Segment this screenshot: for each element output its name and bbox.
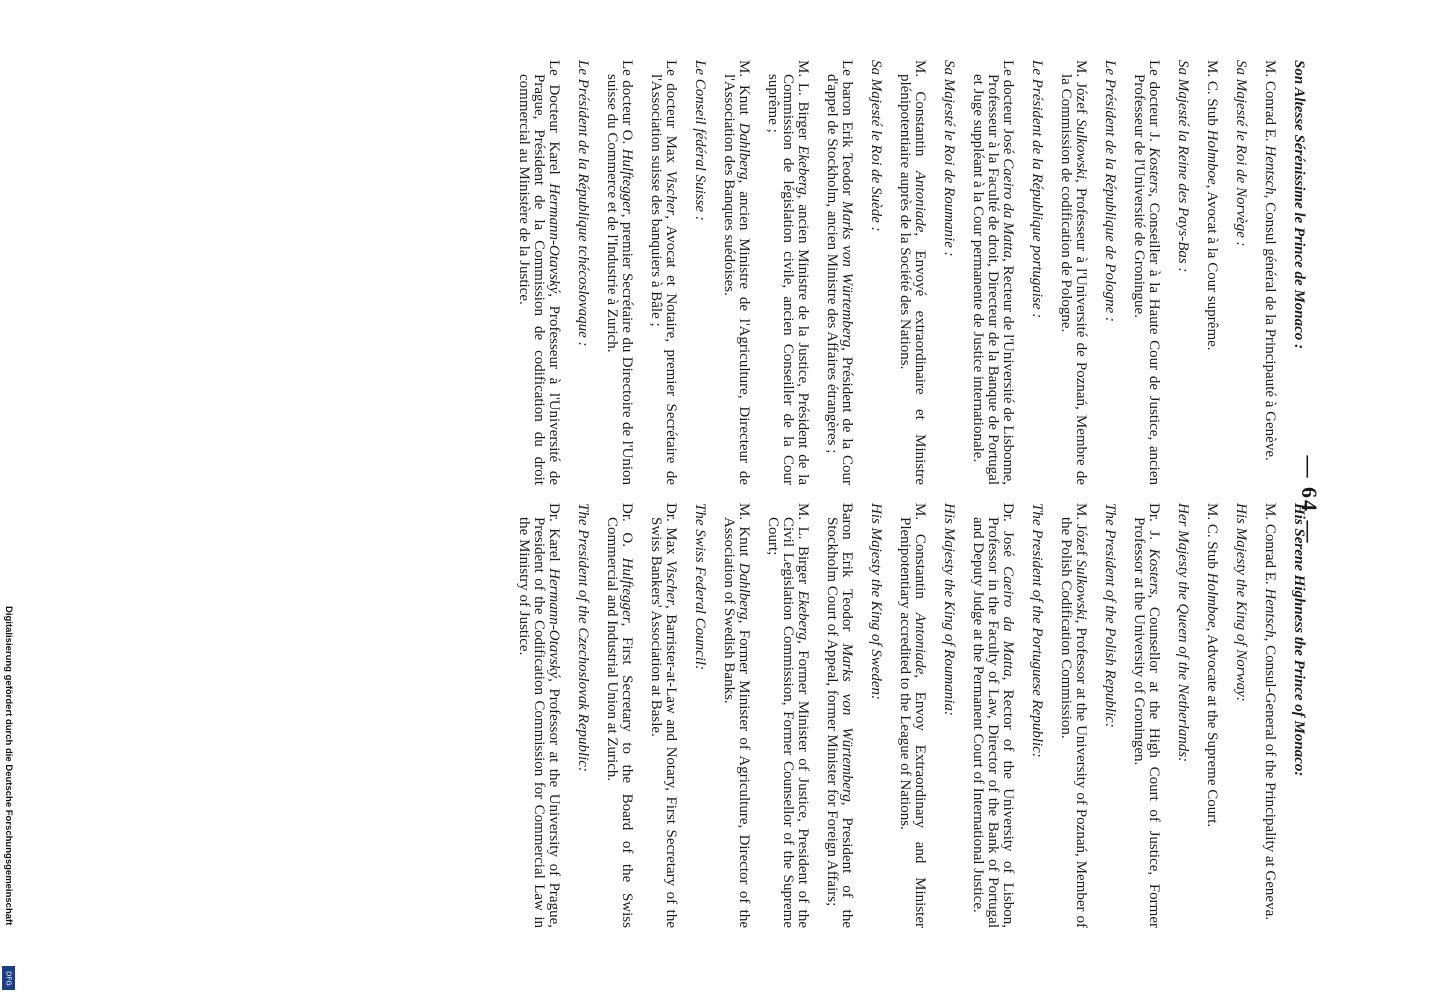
delegate-entry [1262,60,1277,485]
delegation-section [970,60,1044,485]
delegate-entry [1204,60,1219,485]
delegate-description: , Conseiller à la Haute Cour de Justice, ancien Professeur de l'Université de Groningue. [1131,74,1162,486]
delegate-surname: Holmboe [1204,572,1220,628]
delegation-section [604,60,707,485]
delegate-title: Dr. O. [619,503,635,558]
delegate-title: M. L. Birger [795,503,811,591]
delegate-entry [648,503,678,928]
delegate-surname: Sulkowski [1073,559,1089,620]
delegate-surname: Dahlberg [736,562,752,620]
delegation-section [1131,60,1190,485]
delegate-surname: Kosters [1146,147,1162,194]
delegate-entry [604,60,634,485]
delegate-title: Le docteur J. [1146,60,1162,148]
delegate-title: M. Constantin [912,60,928,171]
delegate-surname: Antoniade [912,612,928,675]
delegation-heading: Le Président de la République de Pologne : [1102,60,1118,323]
delegate-title: M. L. Birger [795,60,811,146]
delegate-surname: Vischer [663,170,679,216]
delegation-heading: His Majesty the King of Sweden: [868,503,884,701]
delegate-description: , Rector of the University of Lisbon, Professor in the Faculty of Law, Director of the Bank of Portugal and Deputy Judge at the Permanent Court of International Justice. [970,517,1016,928]
delegate-surname: Vischer [663,560,679,605]
delegation-heading: The President of the Czechoslovak Republic: [575,503,591,772]
delegation-section [897,503,956,928]
french-column [502,60,1306,485]
delegate-surname: Dahlberg [736,122,752,180]
delegate-surname: Hulftegger [619,557,635,623]
delegate-surname: Caeiro da Matta [1000,158,1016,258]
delegation-section [516,60,590,485]
delegate-entry [824,503,854,928]
delegation-section [1058,503,1117,928]
dfg-logo-icon: DFG [2,966,15,990]
delegate-surname: Ekeberg [795,590,811,640]
delegation-heading: Sa Majesté la Reine des Pays-Bas : [1175,60,1191,273]
delegate-description: , Recteur de l'Université de Lisbonne, Professeur à la Faculté de droit, Directeur de la Banque de Portugal et Juge suppléant à la Cour permanente de Justice internationale. [970,74,1016,485]
delegation-heading: His Serene Highness the Prince of Monaco: [1291,503,1307,777]
delegate-entry [516,60,561,485]
delegation-section [1058,60,1117,485]
delegate-entry [1204,503,1219,928]
delegate-description: , Consul-General of the Principality at Geneva. [1262,637,1278,920]
delegation-heading: Her Majesty the Queen of the Netherlands: [1175,503,1191,763]
delegate-surname: Hentsch [1262,588,1278,638]
delegate-title: M. Knut [736,503,752,563]
delegation-heading: The President of the Portuguese Republic: [1029,503,1045,758]
delegate-title: Le docteur José [1000,60,1016,159]
delegation-section [721,503,883,928]
delegation-heading: His Majesty the King of Roumania: [941,503,957,716]
delegate-title: Le docteur Max [663,60,679,171]
delegate-title: M. Knut [736,60,752,123]
delegate-description: , premier Secrétaire du Directoire de l'Union suisse du Commerce et de l'Industrie à Zurich. [604,74,635,485]
delegate-title: Dr. J. [1146,503,1162,549]
delegate-entry [516,503,561,928]
delegate-surname: Hulftegger [619,148,635,214]
delegation-heading: Sa Majesté le Roi de Suède : [868,60,884,232]
delegation-section [721,60,883,485]
delegate-description: , Barrister-at-Law and Notary, First Secretary of the Swiss Bankers' Association at Basle. [648,517,679,928]
delegate-description: , President of the Stockholm Court of Appeal, former Minister for Foreign Affairs; [824,517,855,928]
delegate-title: M. C. Stub [1204,60,1220,130]
delegate-surname: Hermann-Otavský [546,183,562,294]
delegate-title: M. Conrad E. [1262,60,1278,146]
digitization-credit: Digitalisierung gefördert durch die Deutsche Forschungsgemeinschaft [3,606,14,926]
delegation-section [1204,60,1248,485]
delegate-entry [1058,60,1088,485]
delegate-description: , ancien Ministre de l'Agriculture, Directeur de l'Association des Banques suédoises. [721,74,752,485]
delegate-title: M. C. Stub [1204,503,1220,573]
page-number: — 64 — [1297,455,1322,545]
delegation-heading: Sa Majesté le Roi de Norvège : [1233,60,1249,247]
delegate-description: , Professor at the University of Poznań, Member of the Polish Codification Commission. [1058,517,1089,928]
delegate-description: , ancien Ministre de la Justice, Président de la Commission de législation civile, ancien Conseiller de la Cour suprême ; [765,74,811,485]
delegate-description: , Former Minister of Justice, President of the Civil Legislation Commission, Former Counsellor of the Supreme Court; [765,517,811,928]
delegate-entry [1131,60,1161,485]
delegate-entry [970,60,1015,485]
delegate-entry [721,60,751,485]
delegate-title: Le Docteur Karel [546,60,562,184]
delegate-entry [648,60,678,485]
delegate-description: , Consul général de la Principauté à Genève. [1262,194,1278,461]
delegate-surname: Marks von Würtemberg [839,201,855,348]
delegate-description: , Professeur à l'Université de Poznań, Membre de la Commission de codification de Pologne. [1058,74,1089,485]
delegation-section [1262,60,1306,485]
delegation-section [1262,503,1306,928]
delegate-title: Le baron Erik Teodor [839,60,855,202]
delegation-heading: Son Altesse Sérénissime le Prince de Monaco : [1291,60,1307,350]
delegate-description: , Envoyé extraordinaire et Ministre plénipotentiaire auprès de la Société des Nations. [897,74,928,485]
delegate-entry [721,503,751,928]
delegate-description: , Avocat et Notaire, premier Secrétaire de l'Association suisse des banquiers à Bâle ; [648,74,679,485]
delegate-description: , Président de la Cour d'appel de Stockholm, ancien Ministre des Affaires étrangères ; [824,74,855,486]
delegate-entry [1058,503,1088,928]
delegate-surname: Hermann-Otavský [546,568,562,679]
delegate-surname: Kosters [1146,548,1162,595]
delegate-surname: Hentsch [1262,145,1278,195]
delegate-surname: Marks von Würtemberg [839,643,855,802]
delegation-section [516,503,590,928]
delegate-description: , Advocate at the Supreme Court. [1204,627,1220,828]
delegate-description: , Counsellor at the High Court of Justice, Former Professor at the University of Groningen. [1131,517,1162,928]
delegate-description: , Former Minister of Agriculture, Director of the Association of Swedish Banks. [721,517,752,929]
delegation-heading: Le Président de la République tchécoslovaque : [575,60,591,347]
delegate-description: , First Secretary to the Board of the Swiss Commercial and Industrial Union at Zurich. [604,517,635,928]
delegation-heading: The Swiss Federal Council: [692,503,708,671]
delegate-surname: Ekeberg [795,145,811,195]
delegate-title: Le docteur O. [619,60,635,149]
delegate-description: , Professeur à l'Université de Prague, Président de la Commission de codification du droit commercial au Ministère de la Justice. [516,74,562,485]
delegate-entry [765,60,810,485]
delegate-entry [1262,503,1277,928]
delegate-title: M. Conrad E. [1262,503,1278,589]
delegate-title: Dr. José [1000,503,1016,567]
delegate-title: Dr. Karel [546,503,562,569]
delegate-surname: Holmboe [1204,129,1220,185]
delegate-entry [824,60,854,485]
delegate-surname: Caeiro da Matta [1000,566,1016,677]
delegation-heading: The President of the Polish Republic: [1102,503,1118,728]
delegate-surname: Sulkowski [1073,119,1089,179]
delegate-entry [897,60,927,485]
delegate-description: , Envoy Extraordinary and Minister Plenipotentiary accredited to the League of Nations. [897,517,928,928]
delegation-section [1131,503,1190,928]
english-column [502,503,1306,928]
delegation-heading: Le Conseil fédéral Suisse : [692,60,708,221]
delegate-title: M. Constantin [912,503,928,613]
delegation-heading: Le Président de la République portugaise : [1029,60,1045,319]
delegation-section [970,503,1044,928]
delegate-entry [970,503,1015,928]
delegate-entry [897,503,927,928]
delegate-entry [765,503,810,928]
delegate-entry [604,503,634,928]
delegation-section [897,60,956,485]
delegation-section [1204,503,1248,928]
delegate-entry [1131,503,1161,928]
delegate-title: M. Józef [1073,60,1089,119]
delegate-description: , Avocat à la Cour suprême. [1204,184,1220,351]
delegation-section [604,503,707,928]
delegate-description: , Professor at the University of Prague, President of the Codification Commission for Commercial Law in the Ministry of Justice. [516,517,562,928]
delegate-title: M. Józef [1073,503,1089,560]
delegation-heading: His Majesty the King of Norway: [1233,503,1249,702]
delegation-heading: Sa Majesté le Roi de Roumanie : [941,60,957,257]
delegate-title: Baron Erik Teodor [839,503,855,644]
delegate-surname: Antoniade [912,170,928,233]
delegate-title: Dr. Max [663,503,679,561]
